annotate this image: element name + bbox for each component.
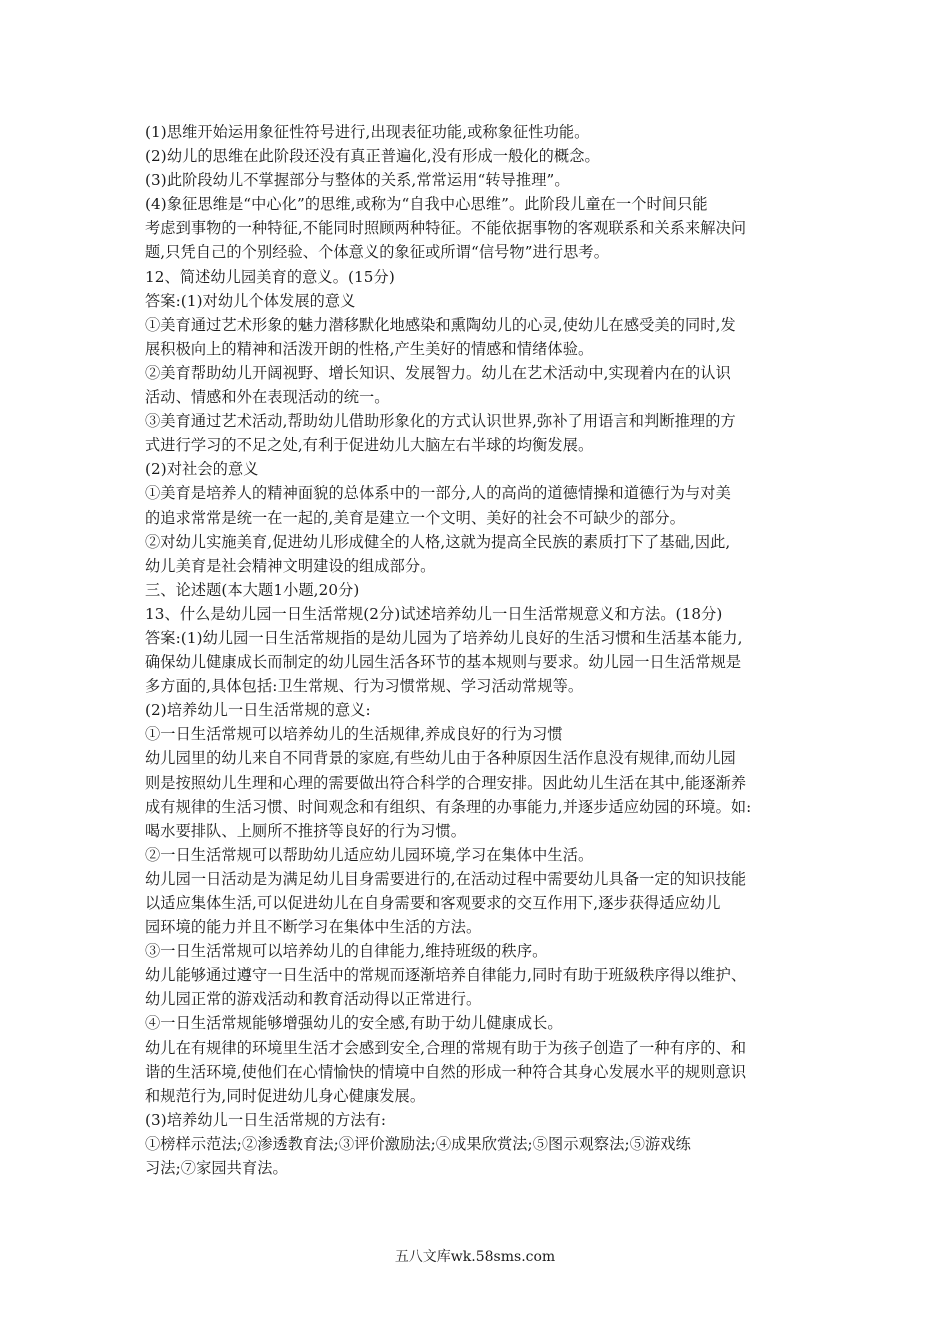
text-line: 幼儿能够通过遵守一日生活中的常规而逐渐培养自律能力,同时有助于班級秩序得以维护、 [145,966,747,985]
text-line: ①一日生活常规可以培养幼儿的生活规律,养成良好的行为习惯 [145,725,563,744]
text-line: 则是按照幼儿生理和心理的需要做出符合科学的合理安排。因此幼儿生活在其中,能逐渐养 [145,773,747,792]
text-line: (2)培养幼儿一日生活常规的意义: [145,701,371,720]
text-line: (1)思维开始运用象征性符号进行,出现表征功能,或称象征性功能。 [145,123,590,141]
text-line: (3)培养幼儿一日生活常规的方法有: [145,1110,387,1129]
text-line: 式进行学习的不足之处,有利于促进幼儿大脑左右半球的均衡发展。 [145,436,594,455]
text-line: 谐的生活环境,使他们在心情愉快的情境中自然的形成一种符合其身心发展水平的规则意识 [145,1062,747,1081]
text-line: 以适应集体生活,可以促进幼儿在自身需要和客观要求的交互作用下,逐步获得适应幼儿 [145,894,721,912]
section-heading: 三、论述题(本大题1小题,20分) [145,580,360,599]
text-line: ④一日生活常规能够增强幼儿的安全感,有助于幼儿健康成长。 [145,1014,563,1033]
text-line: (4)象征思维是“中心化”的思维,或称为“自我中心思维”。此阶段儿童在一个时间只能 [145,195,708,214]
text-line: 多方面的,具体包括:卫生常规、行为习惯常规、学习活动常规等。 [145,677,584,696]
text-line: ①榜样示范法;②渗透教育法;③评价激励法;④成果欣赏法;⑤图示观察法;⑤游戏练 [145,1134,691,1153]
text-line: ②对幼儿实施美育,促进幼儿形成健全的人格,这就为提高全民族的素质打下了基础,因此, [145,532,731,551]
text-line: 展积极向上的精神和活泼开朗的性格,产生美好的情感和情绪体验。 [145,339,594,358]
text-line: 幼儿美育是社会精神文明建设的组成部分。 [145,556,436,575]
text-line: ②一日生活常规可以帮助幼儿适应幼儿园环境,学习在集体中生活。 [145,845,594,864]
question-heading: 12、简述幼儿园美育的意义。(15分) [145,267,395,286]
text-line: (2)幼儿的思维在此阶段还没有真正普遍化,没有形成一般化的概念。 [145,147,600,166]
text-line: (2)对社会的意义 [145,460,259,479]
text-line: ③美育通过艺术活动,帮助幼儿借助形象化的方式认识世界,弥补了用语言和判断推理的方 [145,412,736,431]
text-line: 幼儿在有规律的环境里生活才会感到安全,合理的常规有助于为孩子创造了一种有序的、和 [145,1038,747,1057]
text-line: ②美育帮助幼儿开阔视野、增长知识、发展智力。幼儿在艺术活动中,实现着内在的认识 [145,363,731,382]
text-line: 和规范行为,同时促进幼儿身心健康发展。 [145,1086,426,1105]
text-line: 幼儿园里的幼儿来自不同背景的家庭,有些幼儿由于各种原因生活作息没有规律,而幼儿园 [145,749,736,768]
question-heading: 13、什么是幼儿园一日生活常规(2分)试述培养幼儿一日生活常规意义和方法。(18分) [145,604,723,623]
text-line: 题,只凭自己的个别经验、个体意义的象征或所谓“信号物”进行思考。 [145,243,609,262]
text-line: 幼儿园正常的游戏活动和教育活动得以正常进行。 [145,990,482,1009]
document-body [145,120,810,1180]
text-line: 园环境的能力并且不断学习在集体中生活的方法。 [145,918,482,937]
text-line: ①美育通过艺术形象的魅力潜移默化地感染和熏陶幼儿的心灵,使幼儿在感受美的同时,发 [145,315,736,334]
text-line: 习法;⑦家园共育法。 [145,1159,288,1178]
text-line: (3)此阶段幼儿不掌握部分与整体的关系,常常运用“转导推理”。 [145,171,570,190]
text-line: 的追求常常是统一在一起的,美育是建立一个文明、美好的社会不可缺少的部分。 [145,508,685,527]
text-line: 确保幼儿健康成长而制定的幼儿园生活各环节的基本规则与要求。幼儿园一日生活常规是 [145,653,742,672]
text-line: ①美育是培养人的精神面貌的总体系中的一部分,人的高尚的道德情操和道德行为与对美 [145,484,731,503]
text-line: 成有规律的生活习惯、时间观念和有组织、有条理的办事能力,并逐步适应幼园的环境。如: [145,797,752,816]
text-line: 答案:(1)幼儿园一日生活常规指的是幼儿园为了培养幼儿良好的生活习惯和生活基本能力, [145,628,743,647]
text-line: ③一日生活常规可以培养幼儿的自律能力,维持班级的秩序。 [145,942,548,961]
text-line: 喝水要排队、上厕所不推挤等良好的行为习惯。 [145,821,467,840]
text-line: 答案:(1)对幼儿个体发展的意义 [145,291,356,310]
text-line: 幼儿园一日活动是为满足幼儿目身需要进行的,在活动过程中需要幼儿具备一定的知识技能 [145,869,747,888]
text-line: 活动、情感和外在表现活动的统一。 [145,388,390,407]
page-footer: 五八文库wk.58sms.com [394,1249,556,1265]
text-line: 考虑到事物的一种特征,不能同时照顾两种特征。不能依据事物的客观联系和关系来解决问 [145,219,747,238]
